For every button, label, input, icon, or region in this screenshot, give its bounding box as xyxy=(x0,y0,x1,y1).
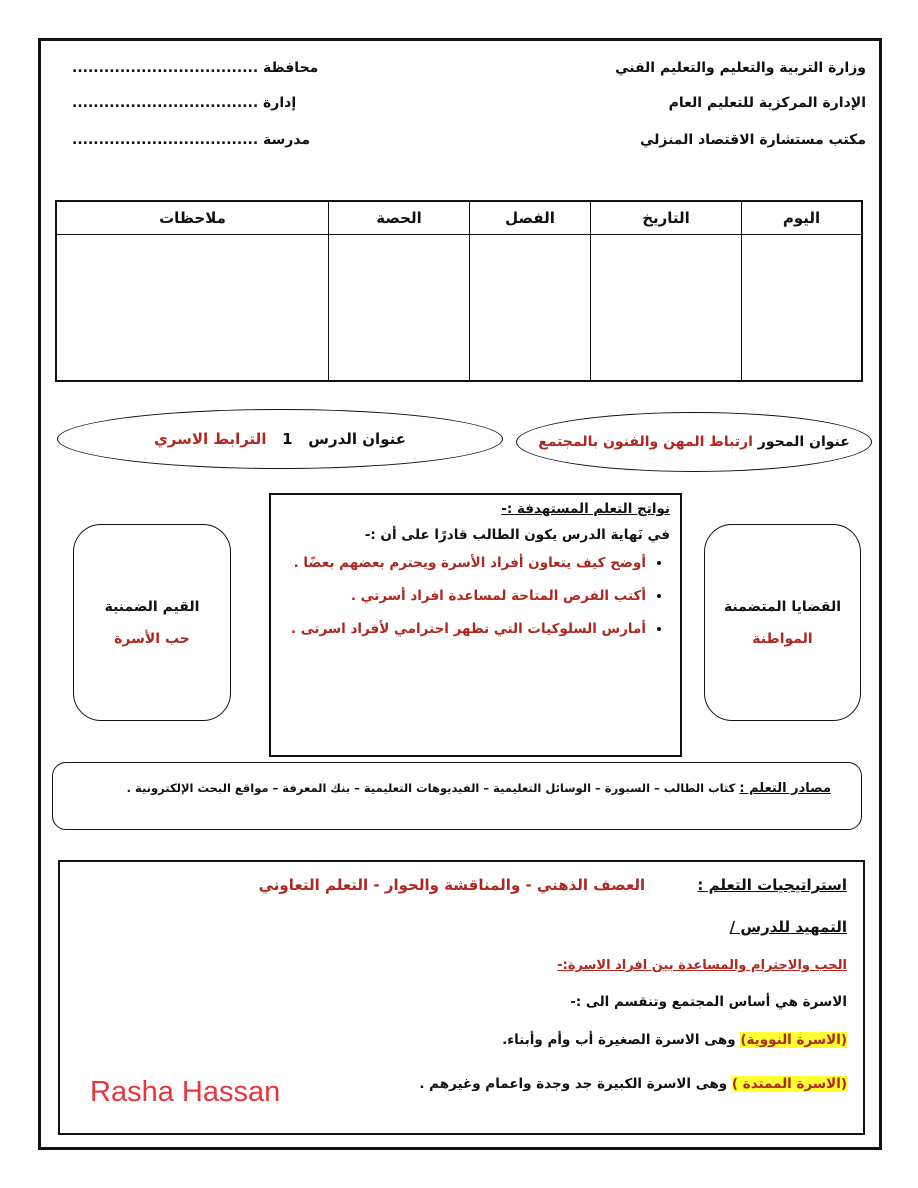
ministry-name: وزارة التربية والتعليم والتعليم الفني xyxy=(615,60,866,76)
author-signature: Rasha Hassan xyxy=(90,1076,281,1108)
governorate-field: محافظة ................................... xyxy=(72,60,319,76)
issues-value: المواطنة xyxy=(752,630,813,647)
cell-day xyxy=(742,235,863,382)
intro-heading: التمهيد للدرس / xyxy=(729,918,847,936)
header-day: اليوم xyxy=(742,201,863,235)
sources-label: مصادر التعلم : xyxy=(739,781,831,796)
axis-title-oval xyxy=(516,412,872,472)
nuclear-family-def: وهى الاسرة الصغيرة أب وأم وأبناء. xyxy=(502,1032,741,1048)
extended-family-line xyxy=(419,1076,847,1092)
values-box xyxy=(73,524,231,721)
cell-class xyxy=(470,235,591,382)
sources-text: كتاب الطالب – السبورة – الوسائل التعليمية – الفيديوهات التعليمية – بنك المعرفة – مواقع البحث الإلكترونية . xyxy=(126,781,736,795)
header-period: الحصة xyxy=(329,201,470,235)
topic-heading: الحب والاحترام والمساعدة بين افراد الاسرة:- xyxy=(557,958,847,973)
learning-sources-box xyxy=(52,762,862,830)
school-field: مدرسة ................................... xyxy=(72,132,311,148)
lesson-value: الترابط الاسري xyxy=(154,430,267,448)
schedule-table xyxy=(55,200,863,382)
axis-value: ارتباط المهن والفنون بالمجتمع xyxy=(538,434,753,450)
values-value: حب الأسرة xyxy=(114,630,190,647)
lesson-number: 1 xyxy=(282,430,293,448)
nuclear-family-line xyxy=(502,1032,847,1048)
list-item: • أوضح كيف يتعاون أفراد الأسرة ويحترم بعضهم بعضًا . xyxy=(281,547,646,580)
issues-box xyxy=(704,524,861,721)
axis-label: عنوان المحور xyxy=(757,434,850,450)
outcomes-title: نواتج التعلم المستهدفة :- xyxy=(501,501,670,517)
list-item: • أكتب الفرص المتاحة لمساعدة افراد أسرتي . xyxy=(281,580,646,613)
strategies-box xyxy=(58,860,865,1135)
office-name: مكتب مستشارة الاقتصاد المنزلي xyxy=(639,132,866,148)
central-administration: الإدارة المركزية للتعليم العام xyxy=(668,95,866,111)
outcomes-intro: في نَهاية الدرس يكون الطالب قادرًا على أن :- xyxy=(364,527,670,543)
cell-date xyxy=(591,235,742,382)
strategies-label: استراتيجيات التعلم : xyxy=(697,876,847,894)
extended-family-term: (الاسرة الممتدة ) xyxy=(731,1076,847,1092)
learning-outcomes-box xyxy=(269,493,682,757)
list-item: • أمارس السلوكيات التي تظهر احترامي لأفراد اسرتى . xyxy=(281,613,646,646)
lesson-title-oval xyxy=(57,409,503,469)
cell-period xyxy=(329,235,470,382)
values-title: القيم الضمنية xyxy=(104,598,200,615)
issues-title: القضايا المتضمنة xyxy=(723,598,842,615)
outcomes-list xyxy=(281,547,670,646)
cell-notes xyxy=(56,235,329,382)
header-date: التاريخ xyxy=(591,201,742,235)
lesson-label: عنوان الدرس xyxy=(308,430,406,448)
header-notes: ملاحظات xyxy=(56,201,329,235)
table-header-row xyxy=(56,201,862,235)
strategies-line xyxy=(259,876,847,894)
nuclear-family-term: (الاسرة النووية) xyxy=(740,1032,847,1048)
family-statement: الاسرة هي أساس المجتمع وتنقسم الى :- xyxy=(570,994,847,1010)
strategies-value: العصف الذهني - والمناقشة والحوار - التعلم التعاوني xyxy=(258,876,646,894)
extended-family-def: وهى الاسرة الكبيرة جد وجدة واعمام وغيرهم . xyxy=(419,1076,732,1092)
table-row xyxy=(56,235,862,382)
administration-field: إدارة ................................... xyxy=(72,95,297,111)
header-class: الفصل xyxy=(470,201,591,235)
